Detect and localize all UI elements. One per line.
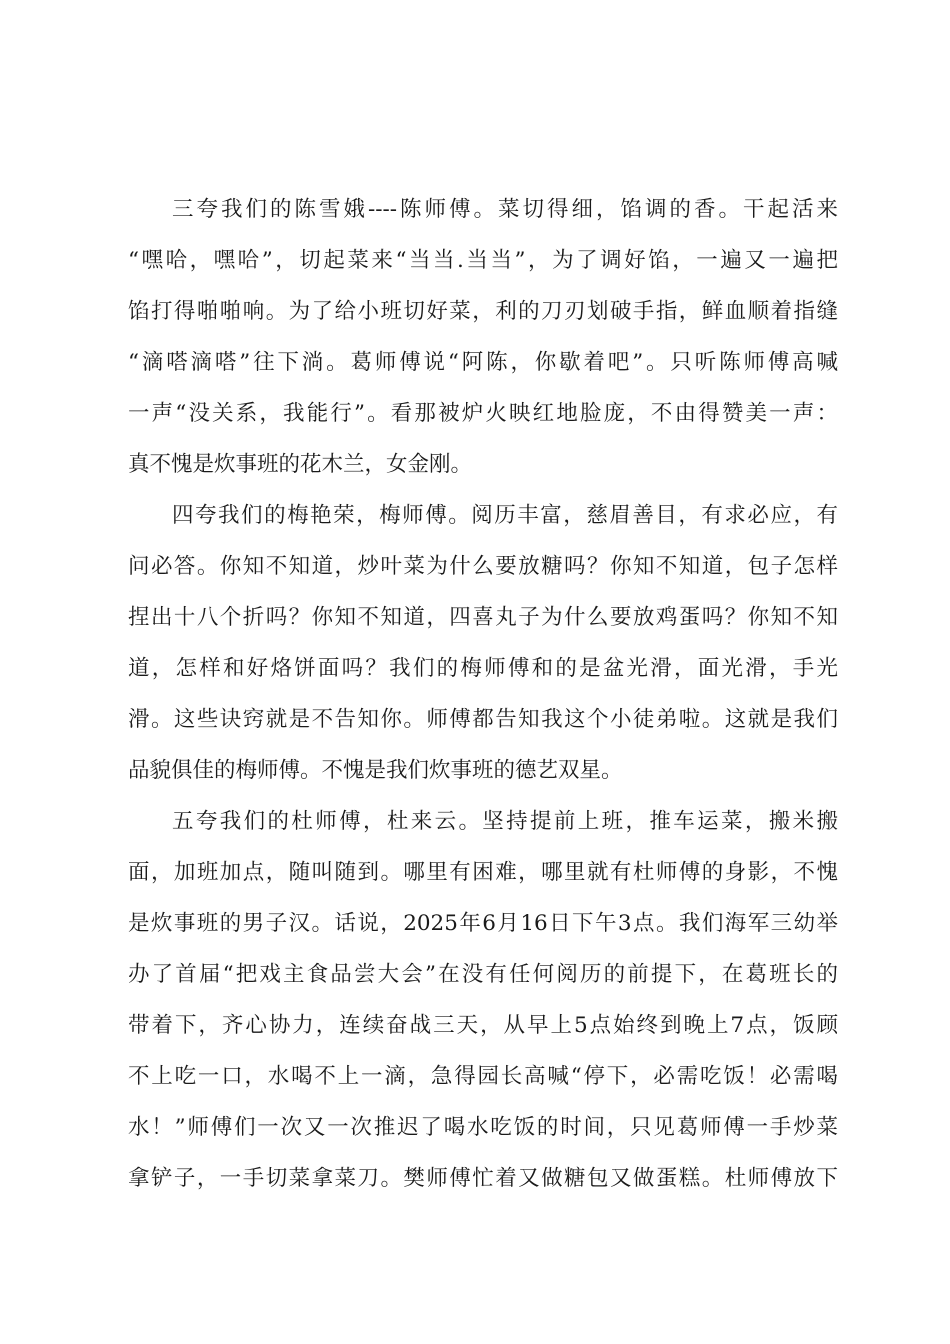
document-body (128, 184, 838, 1204)
text-line: 不上吃一口，水喝不上一滴，急得园长高喊“停下，必需吃饭！必需喝 (128, 1064, 838, 1089)
text-line: 一声“没关系，我能行”。看那被炉火映红地脸庞，不由得赞美一声： (128, 401, 838, 426)
text-line: 滑。这些诀窍就是不告知你。师傅都告知我这个小徒弟啦。这就是我们 (128, 707, 838, 732)
text-line: 三夸我们的陈雪娥----陈师傅。菜切得细，馅调的香。干起活来 (172, 197, 838, 222)
text-line: 拿铲子，一手切菜拿菜刀。樊师傅忙着又做糖包又做蛋糕。杜师傅放下 (128, 1166, 838, 1191)
paragraph-chen (128, 184, 838, 490)
text-line: 办了首届“把戏主食品尝大会”在没有任何阅历的前提下，在葛班长的 (128, 962, 838, 987)
text-line: 问必答。你知不知道，炒叶菜为什么要放糖吗？你知不知道，包子怎样 (128, 554, 838, 579)
text-line: 捏出十八个折吗？你知不知道，四喜丸子为什么要放鸡蛋吗？你知不知 (128, 605, 838, 630)
text-line: 面，加班加点，随叫随到。哪里有困难，哪里就有杜师傅的身影，不愧 (128, 860, 838, 885)
paragraph-mei (128, 490, 838, 796)
text-line: 馅打得啪啪响。为了给小班切好菜，利的刀刃划破手指，鲜血顺着指缝 (128, 299, 838, 324)
text-line: 带着下，齐心协力，连续奋战三天，从早上5点始终到晚上7点，饭顾 (128, 1013, 838, 1038)
text-line: 是炊事班的男子汉。话说，2025年6月16日下午3点。我们海军三幼举 (128, 911, 838, 936)
paragraph-du (128, 796, 838, 1204)
text-line: 水！”师傅们一次又一次推迟了喝水吃饭的时间，只见葛师傅一手炒菜 (128, 1115, 838, 1140)
text-line: 五夸我们的杜师傅，杜来云。坚持提前上班，推车运菜，搬米搬 (172, 809, 838, 834)
text-line: 真不愧是炊事班的花木兰，女金刚。 (128, 452, 473, 477)
text-line: “滴嗒滴嗒”往下淌。葛师傅说“阿陈，你歇着吧”。只听陈师傅高喊 (128, 350, 838, 375)
text-line: 四夸我们的梅艳荣，梅师傅。阅历丰富，慈眉善目，有求必应，有 (172, 503, 838, 528)
text-line: 道，怎样和好烙饼面吗？我们的梅师傅和的是盆光滑，面光滑，手光 (128, 656, 838, 681)
text-line: 品貌俱佳的梅师傅。不愧是我们炊事班的德艺双星。 (128, 758, 623, 783)
text-line: “嘿哈，嘿哈”，切起菜来“当当.当当”，为了调好馅，一遍又一遍把 (128, 248, 838, 273)
